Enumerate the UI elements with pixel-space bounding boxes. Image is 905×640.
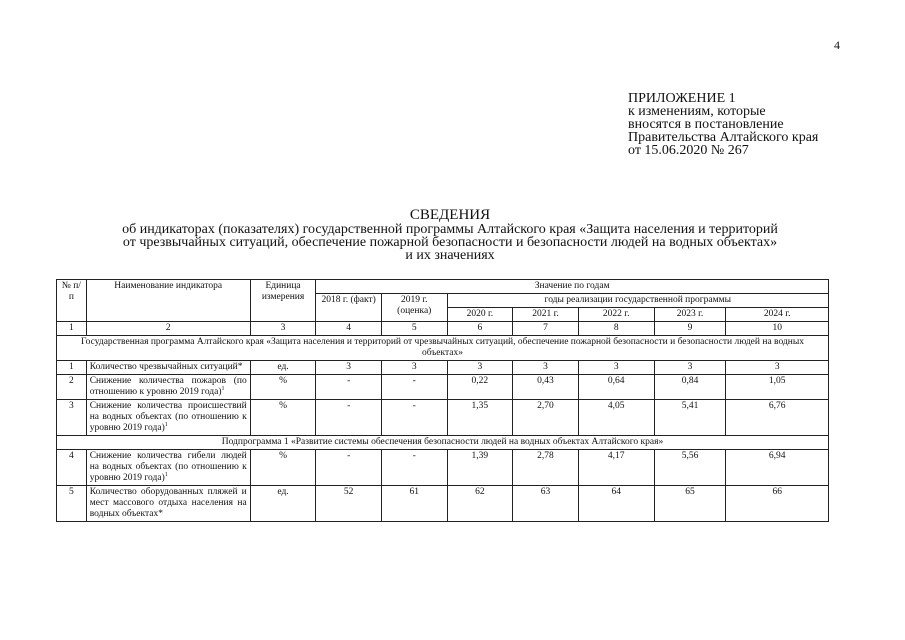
header-num: № п/п — [57, 280, 87, 322]
column-number: 6 — [447, 322, 513, 336]
row-value: 5,41 — [654, 400, 726, 436]
document-heading: СВЕДЕНИЯ — [409, 207, 491, 223]
row-name: Снижение количества пожаров (по отношению к уровню 2019 года)$^1$ — [86, 375, 250, 400]
row-value: 1,35 — [447, 400, 513, 436]
row-value: 3 — [578, 361, 654, 375]
row-value: 52 — [316, 486, 382, 522]
row-unit: ед. — [250, 486, 316, 522]
row-value: 3 — [447, 361, 513, 375]
header-2018: 2018 г. (факт) — [316, 294, 382, 322]
row-value: 5,56 — [654, 450, 726, 486]
indicators-table — [56, 279, 829, 522]
row-num: 1 — [57, 361, 87, 375]
section-program-title: Государственная программа Алтайского края «Защита населения и территорий от чрезвычайных ситуаций, обеспечение пожарной безопасности и безопасности людей на водных объектах» — [57, 336, 829, 361]
row-value: 2,70 — [513, 400, 579, 436]
row-value: 6,76 — [726, 400, 829, 436]
document-subtitle-line: и их значениях — [405, 248, 495, 263]
appendix-line: вносятся в постановление — [628, 117, 784, 132]
row-name: Снижение количества гибели людей на водных объектах (по отношению к уровню 2019 года)$^1$ — [86, 450, 250, 486]
header-year: 2020 г. — [447, 308, 513, 322]
appendix-line: Правительства Алтайского края — [628, 130, 819, 145]
appendix-title: ПРИЛОЖЕНИЕ 1 — [628, 91, 736, 106]
column-number: 10 — [726, 322, 829, 336]
row-value: 66 — [726, 486, 829, 522]
row-value: - — [316, 400, 382, 436]
row-value: 0,43 — [513, 375, 579, 400]
row-value: 4,17 — [578, 450, 654, 486]
section-row — [57, 336, 829, 361]
header-year: 2021 г. — [513, 308, 579, 322]
row-value: - — [381, 450, 447, 486]
header-unit: Единица измерения — [250, 280, 316, 322]
row-num: 2 — [57, 375, 87, 400]
column-number: 9 — [654, 322, 726, 336]
appendix-block — [628, 92, 818, 157]
row-unit: ед. — [250, 361, 316, 375]
table-row — [57, 400, 829, 436]
column-number-row — [57, 322, 829, 336]
appendix-line: от 15.06.2020 № 267 — [628, 143, 749, 158]
row-num: 5 — [57, 486, 87, 522]
row-value: 64 — [578, 486, 654, 522]
row-num: 4 — [57, 450, 87, 486]
section-subprogram-title: Подпрограмма 1 «Развитие системы обеспечения безопасности людей на водных объектах Алтайского края» — [57, 436, 829, 450]
row-value: 2,78 — [513, 450, 579, 486]
row-unit: % — [250, 400, 316, 436]
table-row — [57, 361, 829, 375]
column-number: 4 — [316, 322, 382, 336]
document-subtitle-line: об индикаторах (показателях) государственной программы Алтайского края «Защита населения и территорий — [122, 222, 778, 237]
header-year: 2022 г. — [578, 308, 654, 322]
row-name: Снижение количества происшествий на водных объектах (по отношению к уровню 2019 года)$^1$ — [86, 400, 250, 436]
row-value: 4,05 — [578, 400, 654, 436]
row-value: 3 — [654, 361, 726, 375]
header-year: 2024 г. — [726, 308, 829, 322]
table-row — [57, 486, 829, 522]
row-name: Количество чрезвычайных ситуаций* — [86, 361, 250, 375]
row-value: - — [381, 400, 447, 436]
header-year: 2023 г. — [654, 308, 726, 322]
row-value: 3 — [381, 361, 447, 375]
row-value: 65 — [654, 486, 726, 522]
row-value: - — [316, 375, 382, 400]
column-number: 7 — [513, 322, 579, 336]
column-number: 5 — [381, 322, 447, 336]
column-number: 8 — [578, 322, 654, 336]
row-unit: % — [250, 450, 316, 486]
row-value: 1,39 — [447, 450, 513, 486]
header-values-by-year: Значение по годам — [316, 280, 829, 294]
appendix-line: к изменениям, которые — [628, 104, 766, 119]
row-value: 0,64 — [578, 375, 654, 400]
row-name: Количество оборудованных пляжей и мест массового отдыха населения на водных объектах* — [86, 486, 250, 522]
row-value: 61 — [381, 486, 447, 522]
header-2019: 2019 г. (оценка) — [381, 294, 447, 322]
column-number: 3 — [250, 322, 316, 336]
row-value: 0,84 — [654, 375, 726, 400]
row-value: 3 — [726, 361, 829, 375]
row-value: - — [381, 375, 447, 400]
page-number: 4 — [834, 38, 840, 52]
row-unit: % — [250, 375, 316, 400]
row-value: 0,22 — [447, 375, 513, 400]
column-number: 1 — [57, 322, 87, 336]
row-value: 1,05 — [726, 375, 829, 400]
row-value: 6,94 — [726, 450, 829, 486]
row-value: - — [316, 450, 382, 486]
column-number: 2 — [86, 322, 250, 336]
row-value: 3 — [513, 361, 579, 375]
row-value: 63 — [513, 486, 579, 522]
row-num: 3 — [57, 400, 87, 436]
row-value: 62 — [447, 486, 513, 522]
header-name: Наименование индикатора — [86, 280, 250, 322]
table-row — [57, 450, 829, 486]
row-value: 3 — [316, 361, 382, 375]
section-row — [57, 436, 829, 450]
document-subtitle-line: от чрезвычайных ситуаций, обеспечение пожарной безопасности и безопасности людей на водных объектах» — [122, 235, 778, 250]
table-row — [57, 375, 829, 400]
header-program-years: годы реализации государственной программы — [447, 294, 828, 308]
